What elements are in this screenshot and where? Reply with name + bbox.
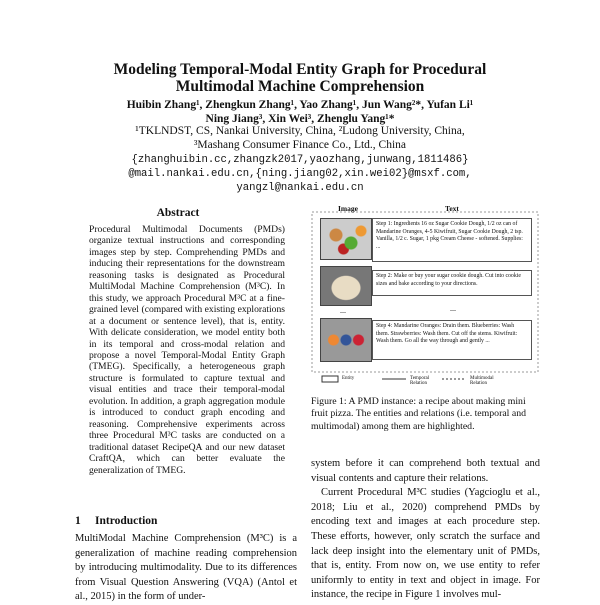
abstract-heading: Abstract: [156, 207, 200, 219]
paper-title: Modeling Temporal-Modal Entity Graph for Procedural Multimodal Machine Comprehension: [113, 61, 487, 95]
section-title: Introduction: [95, 515, 158, 527]
figure-col-text: Text: [445, 204, 459, 213]
figure-1: [310, 200, 542, 388]
right-paragraph-1: system before it can comprehend both textual and visual contents and capture their relations.: [311, 458, 540, 484]
step2-image: [320, 266, 372, 306]
legend-temporal: Temporal Relation: [410, 376, 430, 386]
figure-ellipsis-image: ...: [340, 306, 346, 315]
section-number: 1: [75, 515, 81, 527]
affiliations: ¹TKLNDST, CS, Nankai University, China, ²Ludong University, China, ³Mashang Consumer Finance Co., Ltd., China: [135, 125, 465, 151]
author-emails: {zhanghuibin.cc,zhangzk2017,yaozhang,junwang,1811486} @mail.nankai.edu.cn,{ning.jiang02,xin.wei02}@msxf.com, yangzl@nankai.edu.cn: [128, 154, 472, 195]
legend-multimodal: Multimodal Relation: [470, 376, 494, 386]
author-list: Huibin Zhang¹, Zhengkun Zhang¹, Yao Zhang¹, Jun Wang²*, Yufan Li¹ Ning Jiang³, Xin Wei³, Zhenglu Yang¹*: [126, 99, 474, 125]
legend-entity: Entity: [342, 376, 355, 381]
intro-paragraph: MultiModal Machine Comprehension (M³C) is a generalization of machine reading comprehension by introducing multimodality. Due to its differences from Visual Question Answering (VQA) (Antol et al., 2015) in the form of under-: [75, 533, 297, 603]
abstract-body: Procedural Multimodal Documents (PMDs) organize textual instructions and corresponding images step by step. Comprehending PMDs and inducing their representations for the downstream reasoning tasks is designated as Procedural MultiModal Machine Comprehension (M³C). In this study, we approach Procedural M³C at a fine-grained level (compared with existing explorations at a document or sentence level), that is, entity. With delicate consideration, we model entity both in its temporal and cross-modal relation and propose a novel Temporal-Modal Entity Graph (TMEG). Specifically, a heterogeneous graph structure is formulated to capture textual and visual entities and trace their temporal-modal evolution. In addition, a graph aggregation module is introduced to conduct graph encoding and reasoning. Comprehensive experiments across three Procedural M³C tasks are conducted on a traditional dataset RecipeQA and our new dataset CraftQA, which can better evaluate the generalization of TMEG.: [89, 224, 285, 476]
figure-ellipsis-text: ...: [450, 304, 456, 313]
section-heading: [75, 515, 157, 527]
step4-image: [320, 318, 372, 362]
step1-text: Step 1: Ingredients 16 oz Sugar Cookie Dough, 1/2 oz can of Mandarine Oranges, 4-5 Kiwifruit, Sugar Cookie Dough, 2 tsp. Vanilla, 1/2 c. Sugar, 1 pkg Cream Cheese - softened. Supplies: ...: [372, 218, 532, 262]
step2-text: Step 2: Make or buy your sugar cookie dough. Cut into cookie sizes and bake according to your directions.: [372, 270, 532, 296]
figure-col-image: Image: [338, 204, 358, 213]
right-paragraph-2: Current Procedural M³C studies (Yagcioglu et al., 2018; Liu et al., 2020) comprehend PMDs by encoding text and images at each procedure step. These efforts, however, only scratch the surface and lack deep insight into the elementary unit of PMDs, that is, entity. From now on, we use entity to refer uniformly to entity in text and object in image. For instance, the recipe in Figure 1 involves mul-: [311, 487, 540, 601]
step4-text: Step 4: Mandarine Oranges: Drain them. Blueberries: Wash them. Strawberries: Wash them. Cut off the stems. Kiwifruit: Wash them. Go all the way through and gently ...: [372, 320, 532, 360]
right-column-text: [311, 457, 540, 603]
step1-image: [320, 218, 372, 260]
figure-caption: Figure 1: A PMD instance: a recipe about making mini fruit pizza. The entities and relations (i.e. temporal and multimodal) among them are highlighted.: [311, 396, 527, 432]
